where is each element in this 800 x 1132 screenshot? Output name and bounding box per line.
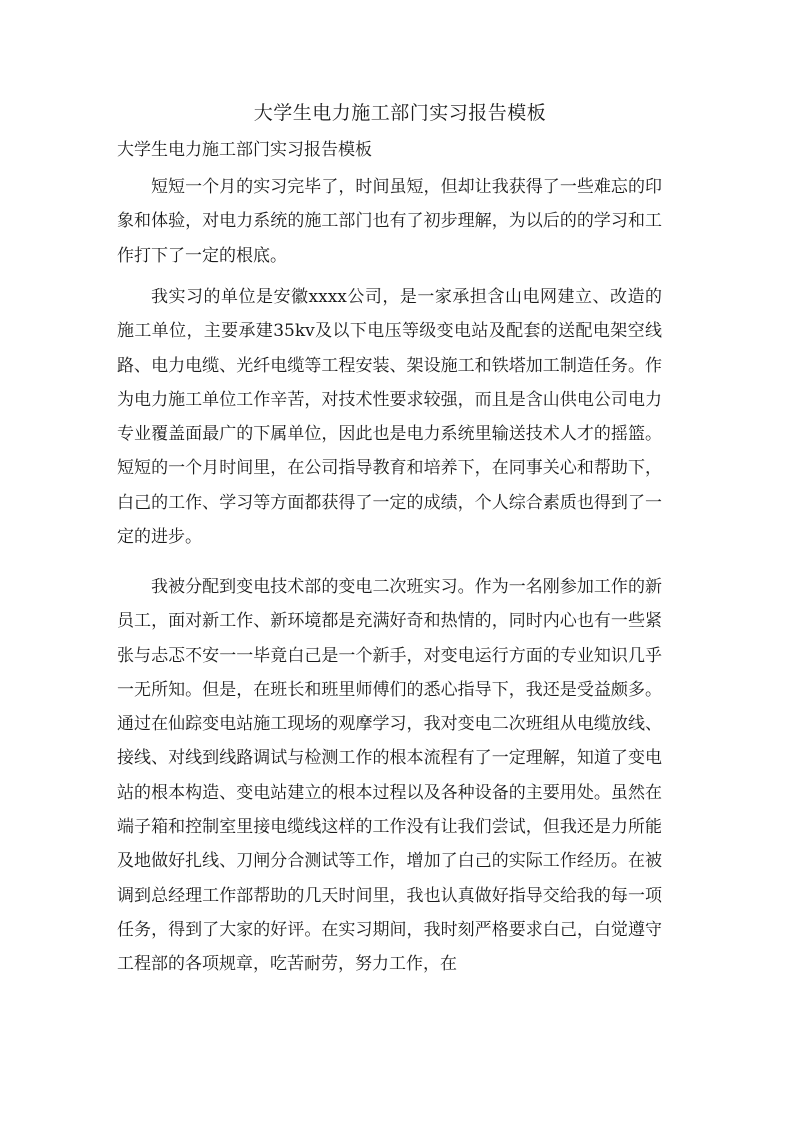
document-title: 大学生电力施工部门实习报告模板 xyxy=(253,102,547,124)
paragraph-assignment: 我被分配到变电技术部的变电二次班实习。作为一名刚参加工作的新员工，面对新工作、新环境都是充满好奇和热情的，同时内心也有一些紧张与忐忑不安一一毕竟白己是一个新手，对变电运行方面的专业知识几乎一无所知。但是，在班长和班里师傅们的悉心指导下，我还是受益颇多。通过在仙踪变电站施工现场的观摩学习，我对变电二次班组从电缆放线、接线、对线到线路调试与检测工作的根本流程有了一定理解，知道了变电站的根本构造、变电站建立的根本过程以及各种设备的主要用处。虽然在端子箱和控制室里接电缆线这样的工作没有让我们尝试，但我还是力所能及地做好扎线、刀闸分合测试等工作，增加了白己的实际工作经历。在被调到总经理工作部帮助的几天时间里，我也认真做好指导交给我的每一项任务，得到了大家的好评。在实习期间，我时刻严格要求白己，白觉遵守工程部的各项规章，吃苦耐劳，努力工作，在 xyxy=(117,577,662,975)
paragraph-company: 我实习的单位是安徽xxxx公司，是一家承担含山电网建立、改造的施工单位，主要承建35kv及以下电压等级变电站及配套的送配电架空线路、电力电缆、光纤电缆等工程安装、架设施工和铁塔加工制造任务。作为电力施工单位工作辛苦，对技术性要求较强，而且是含山供电公司电力专业覆盖面最广的下属单位，因此也是电力系统里输送技术人才的摇篮。短短的一个月时间里，在公司指导教育和培养下，在同事关心和帮助下，白己的工作、学习等方面都获得了一定的成绩，个人综合素质也得到了一定的进步。 xyxy=(117,287,662,548)
document-subtitle: 大学生电力施工部门实习报告模板 xyxy=(117,140,372,160)
paragraph-intro: 短短一个月的实习完毕了，时间虽短，但却让我获得了一些难忘的印象和体验，对电力系统的施工部门也有了初步理解，为以后的的学习和工作打下了一定的根底。 xyxy=(117,177,662,266)
